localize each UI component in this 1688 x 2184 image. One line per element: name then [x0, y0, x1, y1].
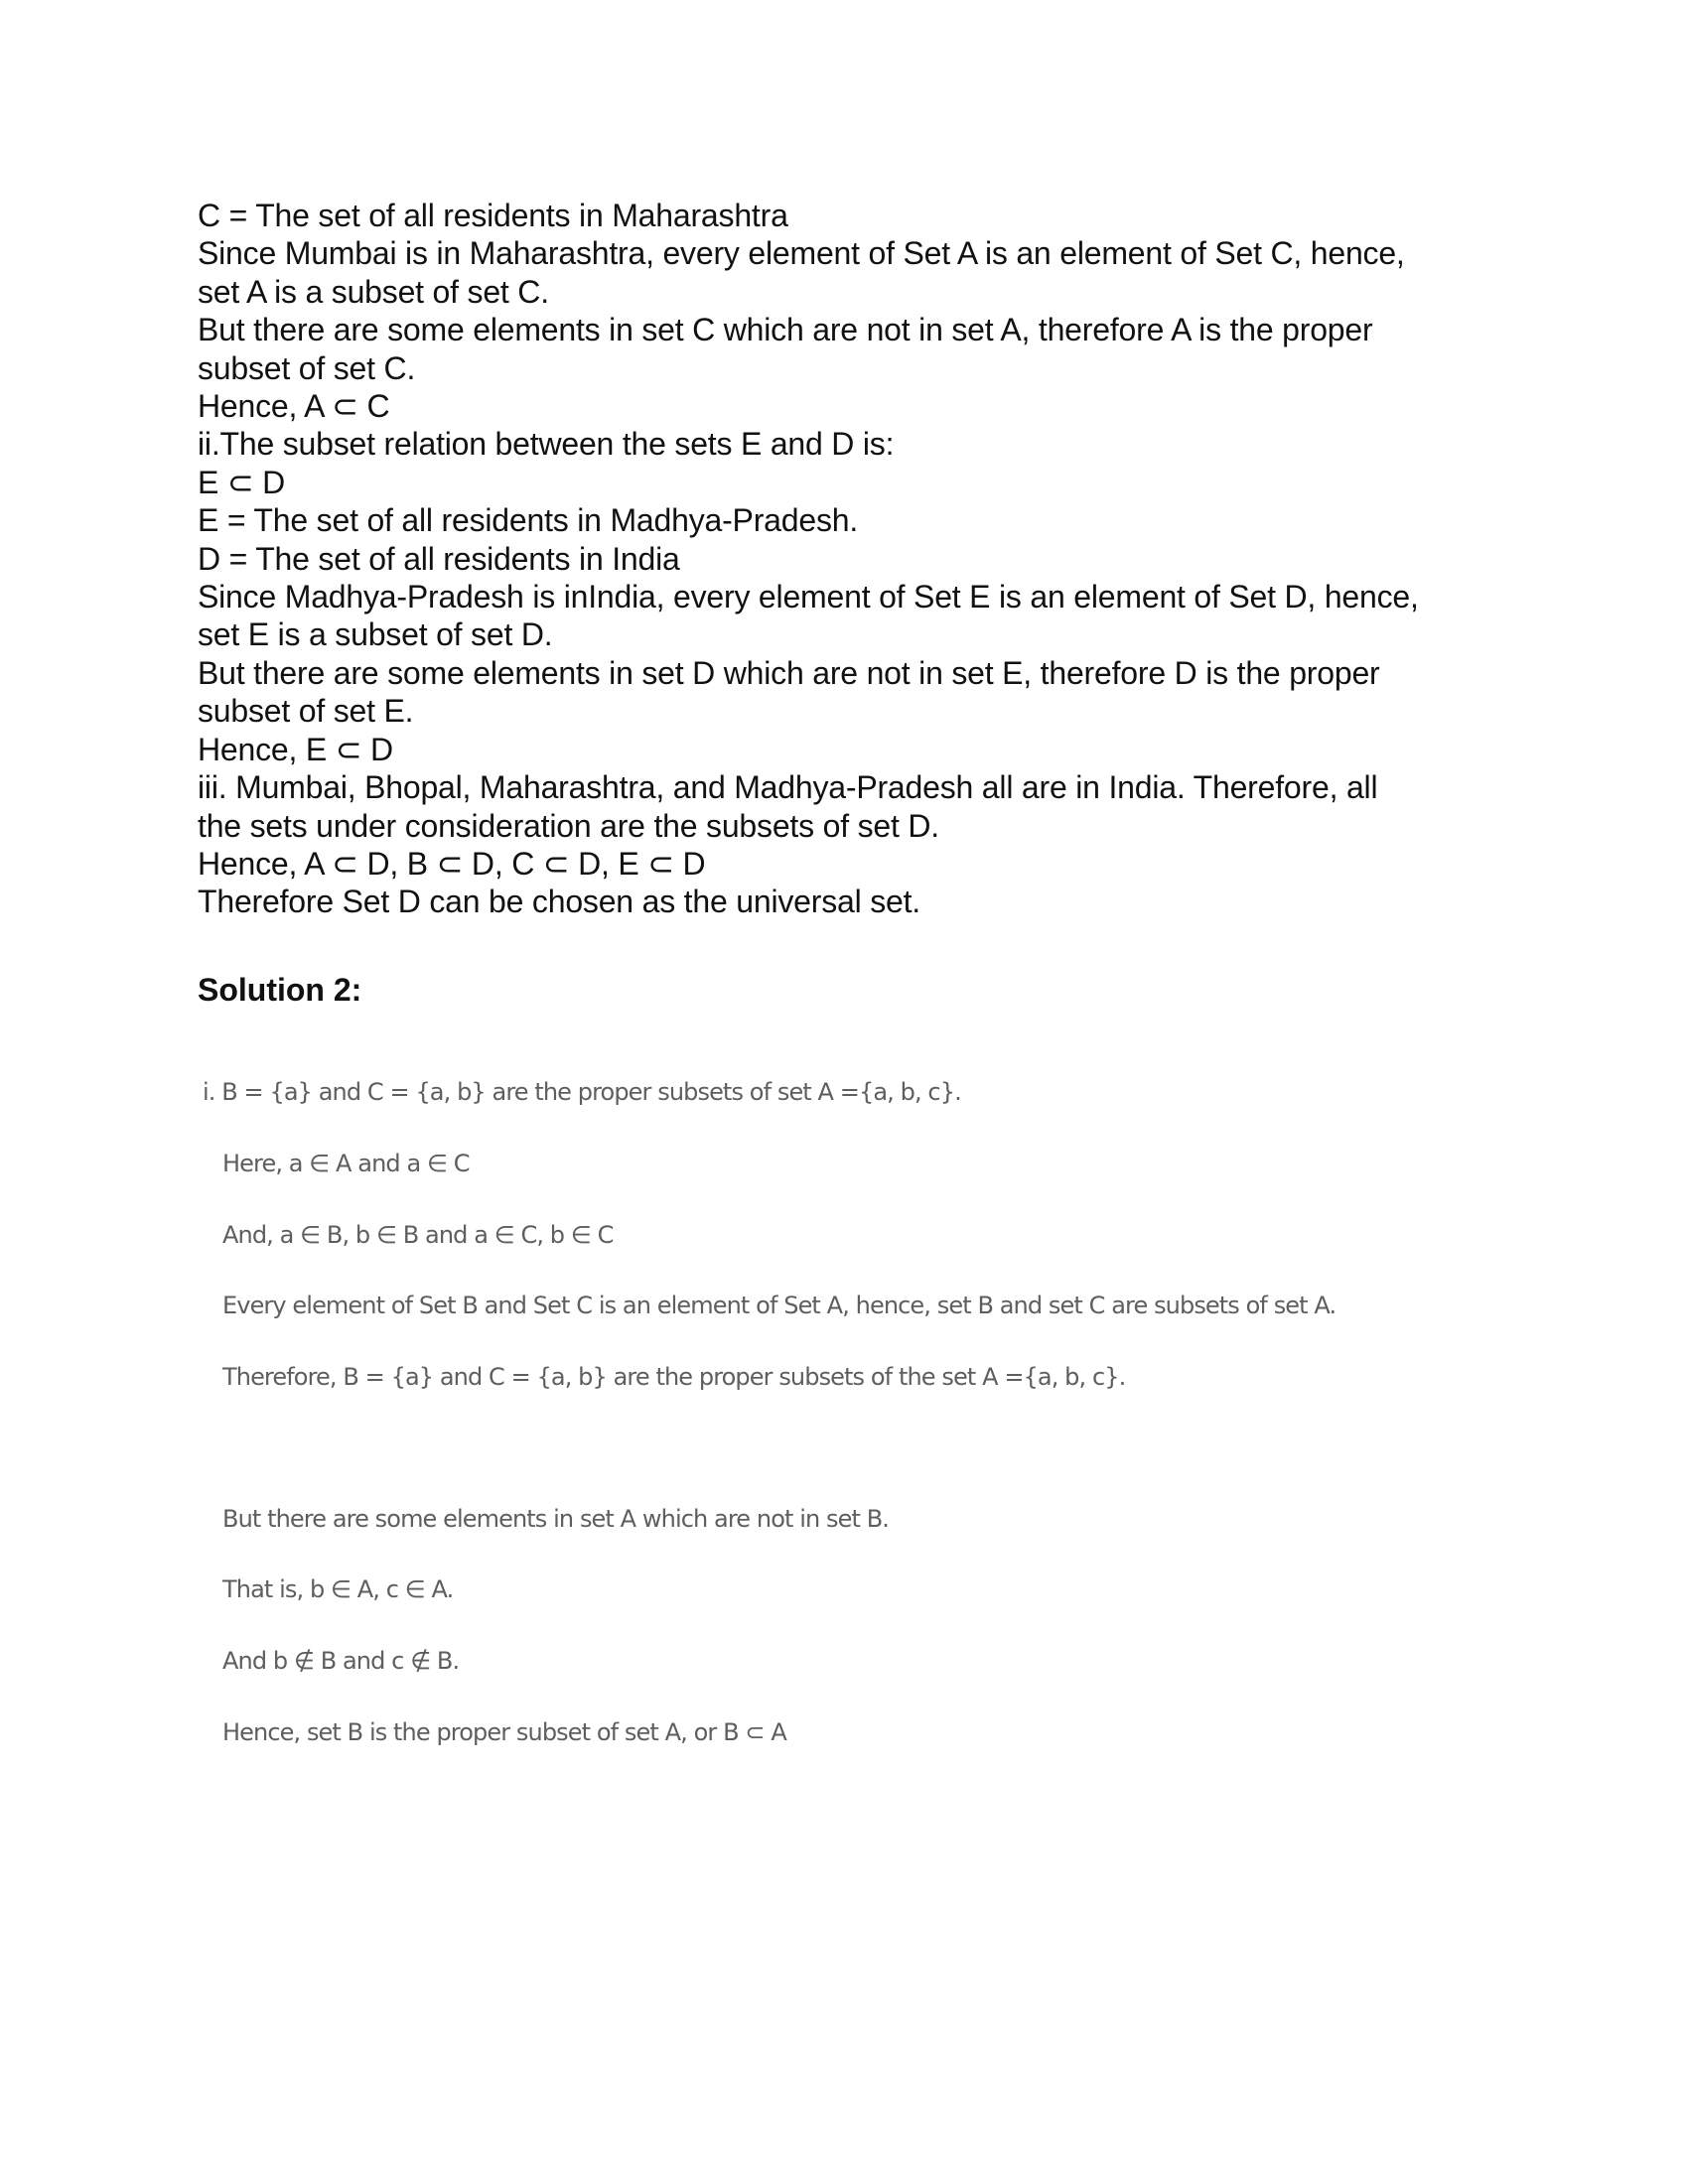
text-line: Therefore Set D can be chosen as the universal set.: [198, 884, 920, 920]
text-line: subset of set C.: [198, 349, 416, 386]
text-line: C = The set of all residents in Maharashtra: [198, 198, 788, 233]
text-line: But there are some elements in set C which are not in set A, therefore A is the proper: [198, 312, 1373, 348]
image-text-line: Every element of Set B and Set C is an element of Set A, hence, set B and set C are subsets of set A.: [222, 1292, 1336, 1319]
text-line: Hence, A ⊂ C: [198, 388, 390, 425]
image-text-line: Hence, set B is the proper subset of set A, or B ⊂ A: [222, 1718, 786, 1746]
image-text-line: And, a ∈ B, b ∈ B and a ∈ C, b ∈ C: [222, 1221, 614, 1249]
solution-1-continuation: [198, 197, 1508, 921]
text-line: set E is a subset of set D.: [198, 616, 553, 653]
text-line: E ⊂ D: [198, 464, 286, 500]
text-line: Since Mumbai is in Maharashtra, every element of Set A is an element of Set C, hence,: [198, 235, 1405, 272]
text-line: iii. Mumbai, Bhopal, Maharashtra, and Madhya-Pradesh all are in India. Therefore, all: [198, 769, 1378, 806]
text-line: set A is a subset of set C.: [198, 273, 549, 310]
image-text-line: That is, b ∈ A, c ∈ A.: [222, 1575, 454, 1603]
image-text-line: Therefore, B = {a} and C = {a, b} are the proper subsets of the set A ={a, b, c}.: [222, 1363, 1126, 1391]
text-line: D = The set of all residents in India: [198, 540, 680, 577]
solution-2-heading: Solution 2:: [198, 972, 362, 1008]
text-line: the sets under consideration are the subsets of set D.: [198, 807, 939, 844]
image-text-line: Here, a ∈ A and a ∈ C: [222, 1150, 470, 1177]
solution-2-embedded-image: [195, 1070, 1485, 1765]
text-line: subset of set E.: [198, 693, 414, 730]
text-line: Hence, E ⊂ D: [198, 731, 393, 767]
text-line: Hence, A ⊂ D, B ⊂ D, C ⊂ D, E ⊂ D: [198, 845, 706, 882]
image-text-line: And b ∉ B and c ∉ B.: [222, 1647, 460, 1675]
image-text-line: i. B = {a} and C = {a, b} are the proper subsets of set A ={a, b, c}.: [203, 1078, 961, 1106]
image-text-line: But there are some elements in set A which are not in set B.: [222, 1505, 890, 1533]
text-line: Since Madhya-Pradesh is inIndia, every element of Set E is an element of Set D, hence,: [198, 579, 1419, 615]
text-line: But there are some elements in set D which are not in set E, therefore D is the proper: [198, 654, 1380, 691]
text-line: E = The set of all residents in Madhya-Pradesh.: [198, 502, 859, 539]
text-line: ii.The subset relation between the sets E and D is:: [198, 426, 895, 463]
